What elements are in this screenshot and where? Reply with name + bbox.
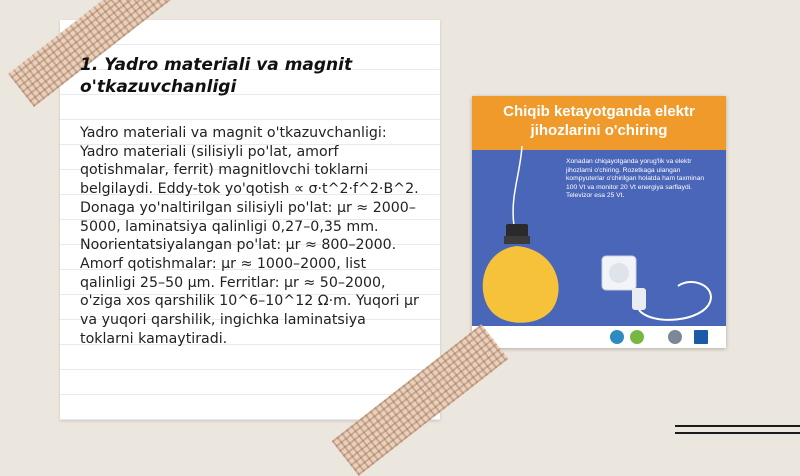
slide-title: 1. Yadro materiali va magnit o'tkazuvchanligi	[80, 55, 353, 97]
poster-text: Xonadan chiqayotganda yorug'lik va elektr jihozlarni o'chiring. Rozetkaga ulangan kompyuterlar o'chirilgan holatda ham taxminan 100 Vt va monitor 20 Vt energiya sarflaydi. Televizor esa 25 Vt.	[566, 158, 705, 200]
partner-logo-icon	[630, 330, 644, 344]
decorative-lines	[675, 425, 800, 439]
partner-logo-icon	[610, 330, 624, 344]
poster-title: Chiqib ketayotganda elektr jihozlarini o'chiring	[503, 103, 695, 139]
undp-logo-icon	[694, 330, 708, 344]
socket-plug-icon	[592, 246, 722, 326]
slide-body: Yadro materiali va magnit o'tkazuvchanligi: Yadro materiali (silisiyli po'lat, amorf qotishmalar, ferrit) magnitlovchi toklarni belgilaydi. Eddy-tok yo'qotish ∝ σ·t^2·f^2·B^2. Donaga yo'naltirilgan silisiyli po'lat: μr ≈ 2000–5000, laminatsiya qalinligi 0,27–0,35 mm. Noorientatsiyalangan po'lat: μr ≈ 800–2000. Amorf qotishmalar: μr ≈ 1000–2000, list qalinligi 25–50 μm. Ferritlar: μr ≈ 50–2000, o'ziga xos qarshilik 10^6–10^12 Ω·m. Yuqori μr va yuqori qarshilik, ingichka laminatsiya toklarni kamaytiradi.	[80, 125, 419, 347]
energy-poster	[472, 96, 726, 348]
partner-logo-icon	[668, 330, 682, 344]
poster-footer	[472, 326, 726, 348]
light-bulb-icon	[472, 146, 572, 326]
